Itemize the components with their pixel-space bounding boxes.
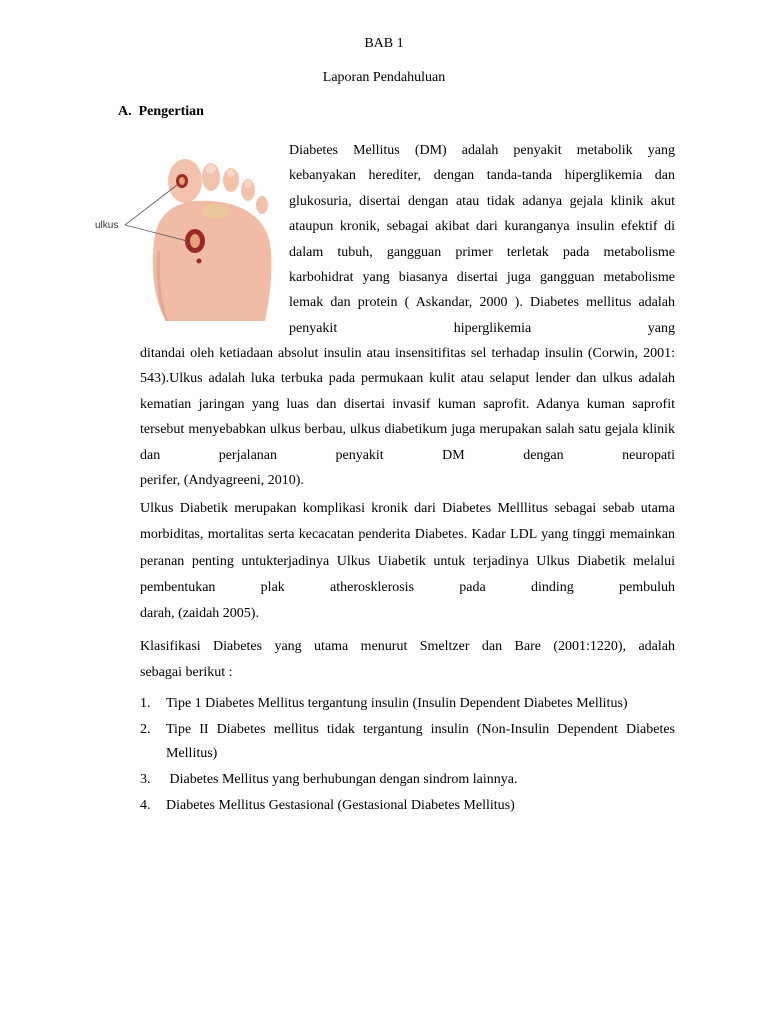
foot-ulcer-illustration [95,143,275,321]
paragraph-3: Klasifikasi Diabetes yang utama menurut Smeltzer dan Bare (2001:1220), adalah [140,639,675,654]
paragraph-2: Ulkus Diabetik merupakan komplikasi kronik dari Diabetes Melllitus sebagai sebab utama morbiditas, mortalitas serta kecacatan penderita Diabetes. Kadar LDL yang tinggi memainkan peranan penting untukterjadinya Ulkus Uiabetik untuk terjadinya Ulkus Diabetik melalui pembentukan plak atherosklerosis pada dinding pembuluh [140,501,675,595]
paragraph-3-last-line: sebagai berikut : [140,665,233,680]
list-text: Diabetes Mellitus Gestasional (Gestasional Diabetes Mellitus) [166,798,515,813]
list-number: 4. [140,798,151,813]
section-heading: A. Pengertian [118,104,204,119]
list-number: 2. [140,722,151,737]
page-title: Laporan Pendahuluan [322,70,446,85]
list-item [140,768,675,792]
list-item [140,794,675,818]
list-text: Diabetes Mellitus yang berhubungan dengan sindrom lainnya. [166,772,518,787]
list-item [140,692,675,716]
paragraph-1-last-line: perifer, (Andyagreeni, 2010). [140,473,304,488]
list-item [140,718,675,766]
list-text: Tipe II Diabetes mellitus tidak tergantung insulin (Non-Insulin Dependent Diabetes Mellitus) [166,722,675,761]
list-text: Tipe 1 Diabetes Mellitus tergantung insulin (Insulin Dependent Diabetes Mellitus) [166,696,628,711]
list-number: 3. [140,772,151,787]
figure-label: ulkus [95,220,119,231]
paragraph-2-last-line: darah, (zaidah 2005). [140,606,259,621]
list-number: 1. [140,696,151,711]
paragraph-1-top: Diabetes Mellitus (DM) adalah penyakit metabolik yang kebanyakan herediter, dengan tanda-tanda hiperglikemia dan glukosuria, disertai dengan atau tidak adanya gejala klinik akut ataupun kronik, sebagai akibat dari kuranganya insulin efektif di dalam tubuh, gangguan primer terletak pada metabolisme karbohidrat yang biasanya disertai juga gangguan metabolisme lemak dan protein ( Askandar, 2000 ). Diabetes mellitus adalah penyakit hiperglikemia yang [289,143,675,336]
paragraph-1-bottom: ditandai oleh ketiadaan absolut insulin atau insensitifitas sel terhadap insulin (Corwin, 2001: 543).Ulkus adalah luka terbuka pada permukaan kulit atau selaput lender dan ulkus adalah kematian jaringan yang luas dan disertai invasif kuman saprofit. Adanya kuman saprofit tersebut menyebabkan ulkus berbau, ulkus diabetikum juga merupakan salah satu gejala klinik dan perjalanan penyakit DM dengan neuropati [140,346,675,463]
classification-list [140,692,675,820]
chapter-title: BAB 1 [364,36,404,51]
foot-ulcer-figure [95,143,275,321]
